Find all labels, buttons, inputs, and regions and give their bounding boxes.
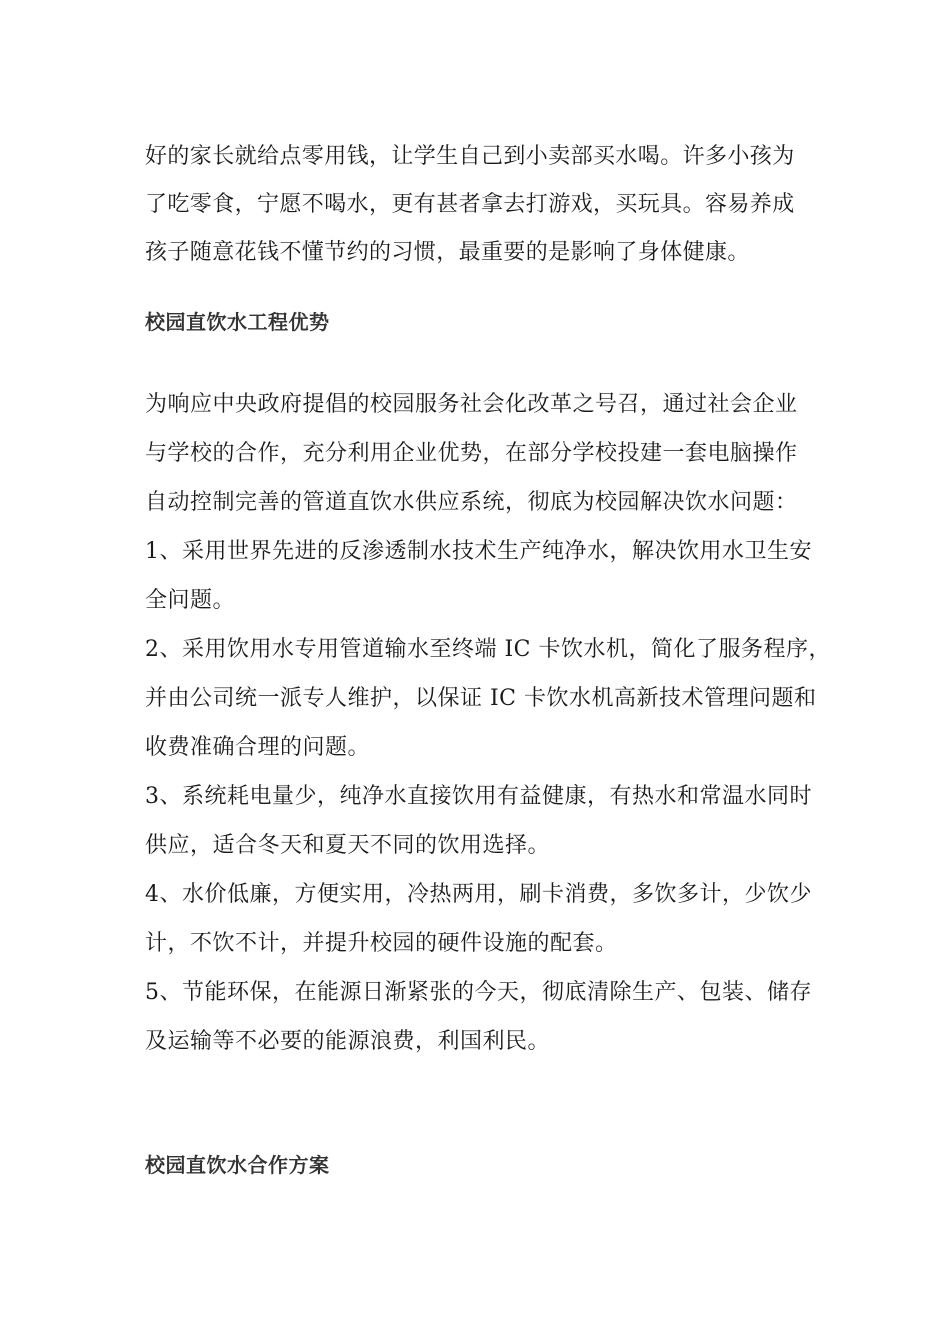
response-paragraph (145, 380, 825, 527)
response-line-1: 为响应中央政府提倡的校园服务社会化改革之号召，通过社会企业 (145, 392, 798, 417)
list-item-2-line-1: 2、采用饮用水专用管道输水至终端 IC 卡饮水机，简化了服务程序， (145, 637, 832, 662)
list-item-4 (145, 870, 825, 968)
list-item-3-line-2: 供应，适合冬天和夏天不同的饮用选择。 (145, 833, 551, 858)
list-item-1-line-1: 1、采用世界先进的反渗透制水技术生产纯净水，解决饮用水卫生安 (145, 539, 812, 564)
list-item-5-line-2: 及运输等不必要的能源浪费，利国利民。 (145, 1029, 551, 1054)
intro-line-3: 孩子随意花钱不懂节约的习惯，最重要的是影响了身体健康。 (145, 240, 750, 265)
response-line-3: 自动控制完善的管道直饮水供应系统，彻底为校园解决饮水问题： (145, 490, 798, 515)
list-item-5-line-1: 5、节能环保，在能源日渐紧张的今天，彻底清除生产、包装、储存 (145, 980, 812, 1005)
list-item-2 (145, 625, 832, 772)
intro-paragraph (145, 133, 825, 277)
list-item-1 (145, 527, 825, 625)
response-line-2: 与学校的合作，充分利用企业优势，在部分学校投建一套电脑操作 (145, 441, 798, 466)
intro-line-2: 了吃零食，宁愿不喝水，更有甚者拿去打游戏，买玩具。容易养成 (145, 192, 795, 217)
section-heading-advantages: 校园直饮水工程优势 (145, 310, 330, 334)
list-item-2-line-3: 收费准确合理的问题。 (145, 735, 371, 760)
list-item-4-line-1: 4、水价低廉，方便实用，冷热两用，刷卡消费，多饮多计，少饮少 (145, 882, 812, 907)
list-item-3 (145, 772, 825, 870)
list-item-3-line-1: 3、系统耗电量少，纯净水直接饮用有益健康，有热水和常温水同时 (145, 784, 812, 809)
section-heading-cooperation: 校园直饮水合作方案 (145, 1153, 330, 1177)
intro-line-1: 好的家长就给点零用钱，让学生自己到小卖部买水喝。许多小孩为 (145, 144, 795, 169)
list-item-1-line-2: 全问题。 (145, 588, 236, 613)
list-item-2-line-2: 并由公司统一派专人维护，以保证 IC 卡饮水机高新技术管理问题和 (145, 686, 817, 711)
list-item-5 (145, 968, 825, 1066)
list-item-4-line-2: 计，不饮不计，并提升校园的硬件设施的配套。 (145, 931, 618, 956)
